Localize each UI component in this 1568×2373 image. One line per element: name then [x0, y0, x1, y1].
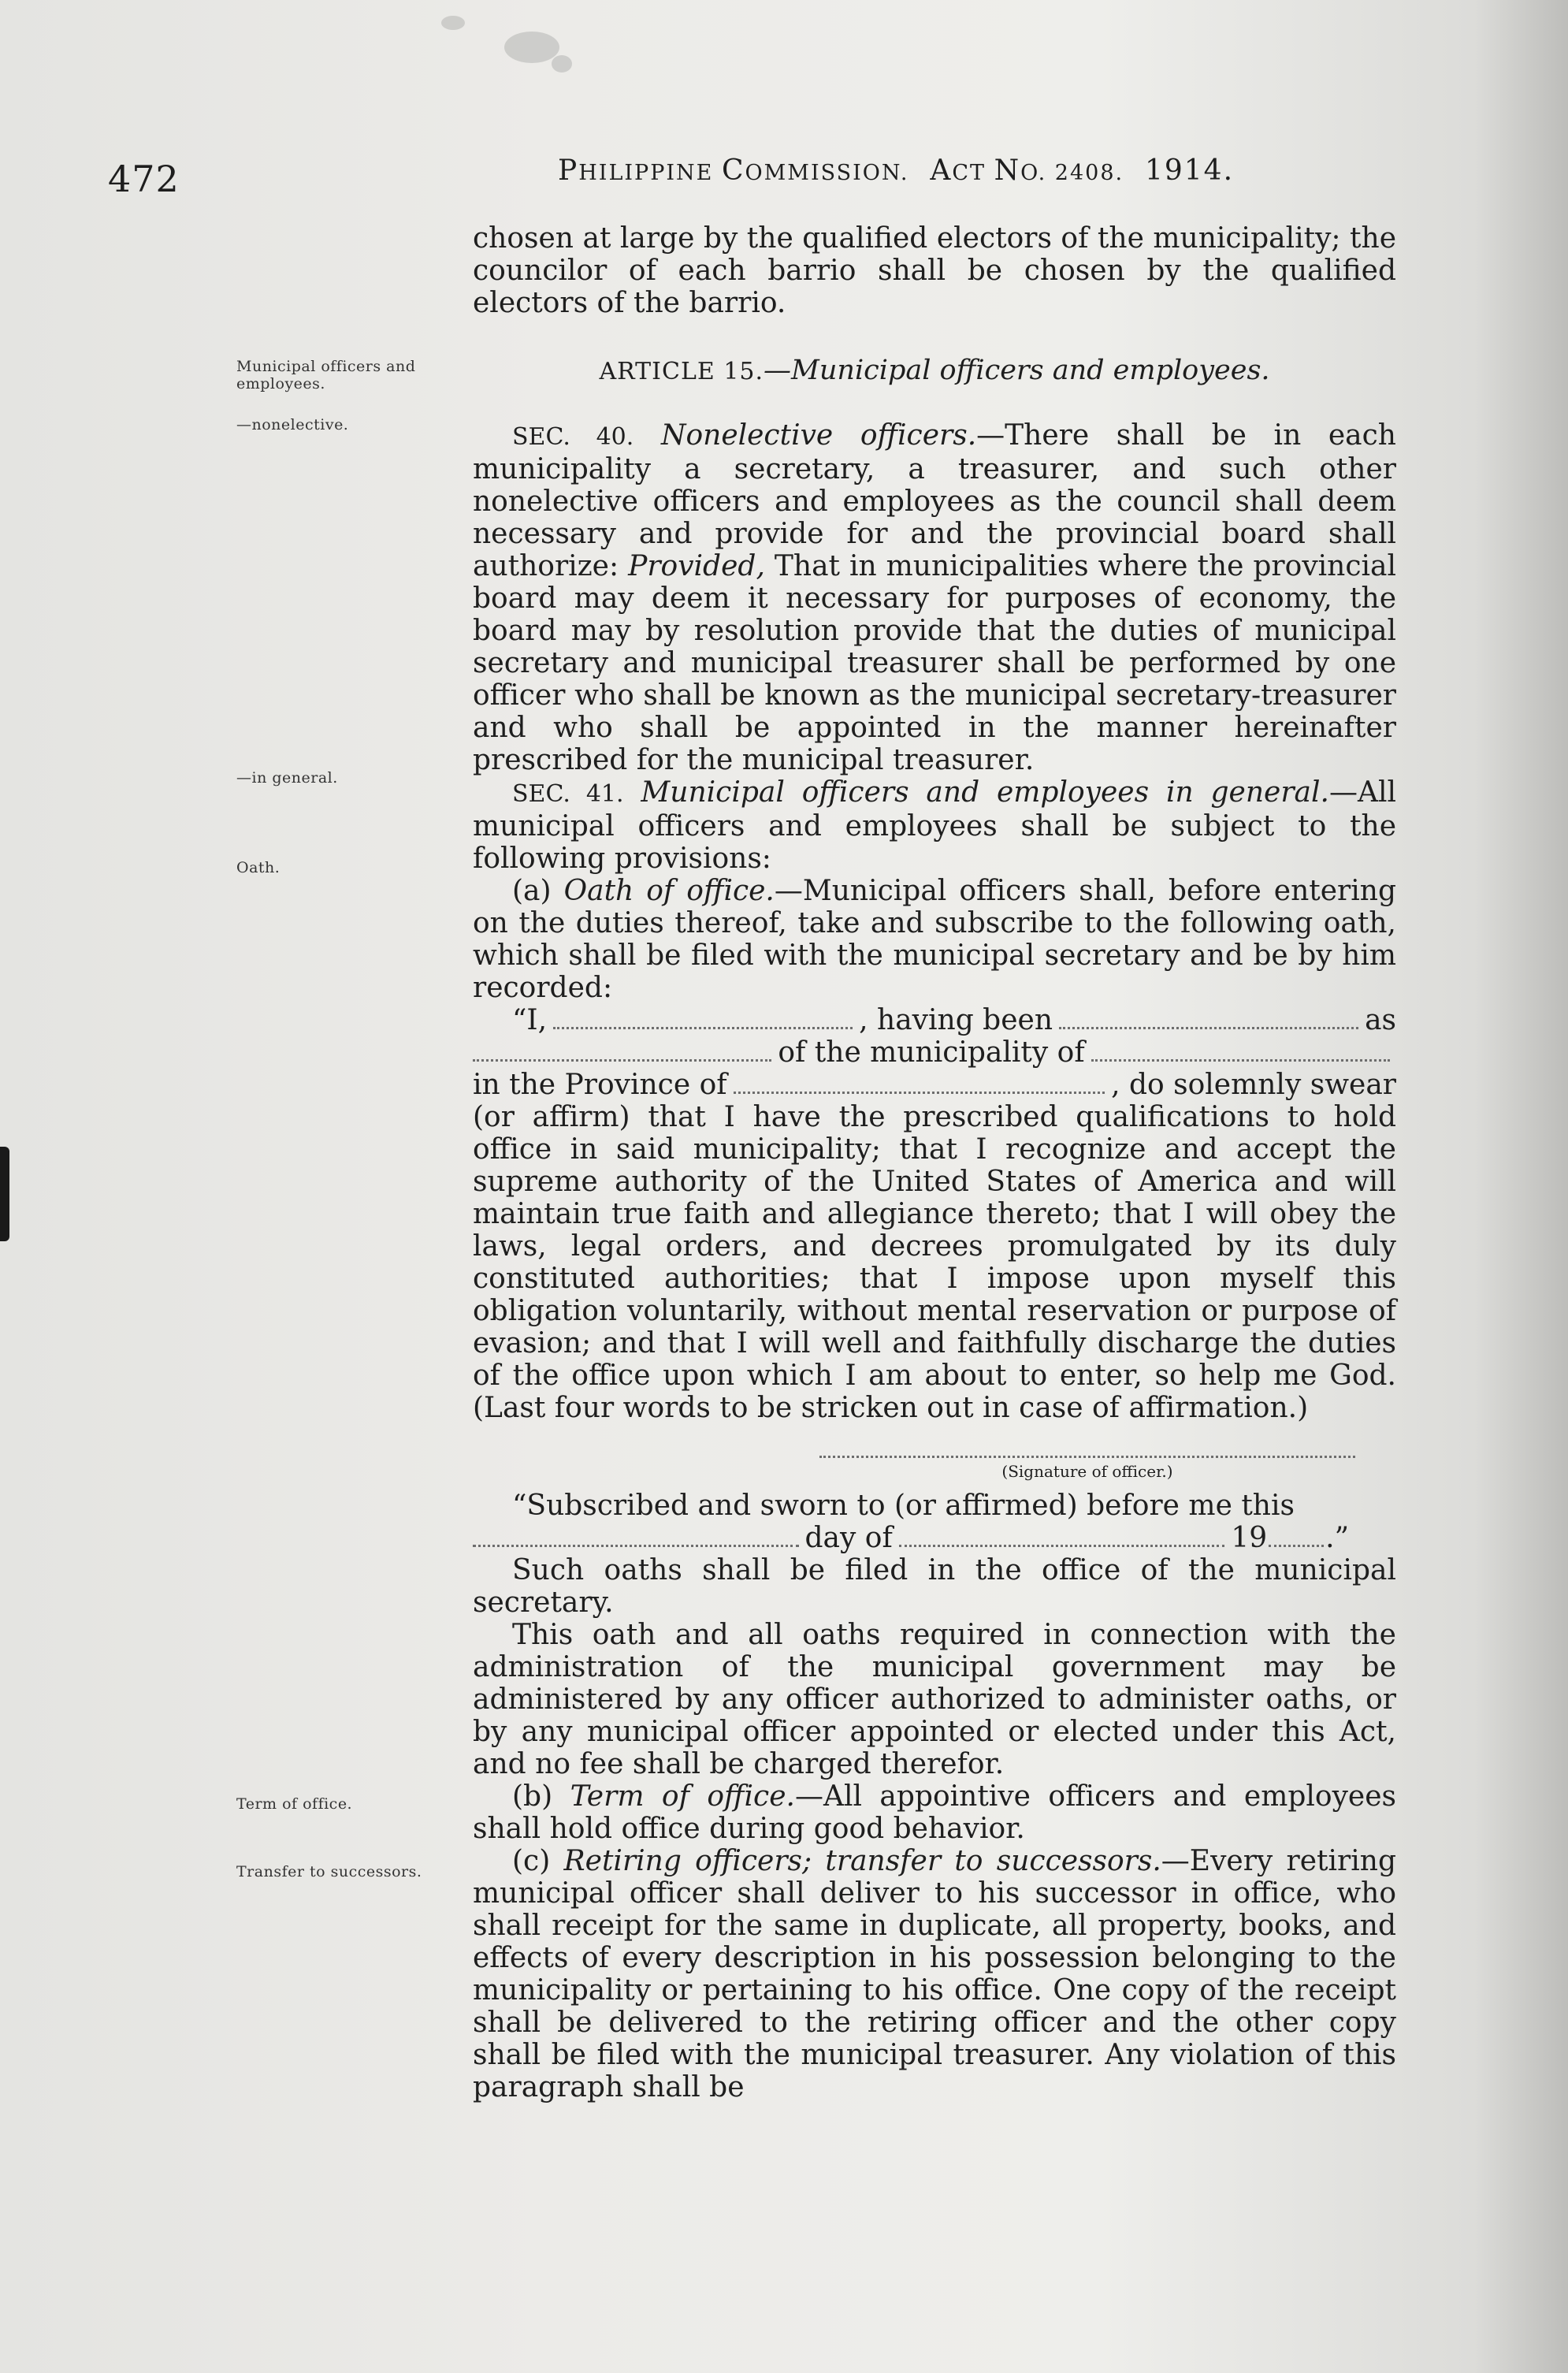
- clause-c: (c) Retiring officers; transfer to successors.—Every retiring municipal officer shall deliver to his successor in office, who shall receipt for the same in duplicate, all property, books, and effects of every description in his possession belonging to the municipality or pertaining to his office. One copy of the receipt shall be delivered to the retiring officer and the other copy shall be filed with the municipal treasurer. Any violation of this paragraph shall be: [473, 1845, 1396, 2103]
- scan-smudge: [504, 32, 559, 63]
- subscribed-line: “Subscribed and sworn to (or affirmed) before me this: [512, 1490, 1295, 1522]
- margin-note-nonelective: —nonelective.: [236, 416, 349, 433]
- oath-body: (or affirm) that I have the prescribed qualifications to hold office in said municipality; that I recognize and accept the supreme authority of the United States of America and will maintain true faith and allegiance thereto; that I will obey the laws, legal orders, and decrees promulgated by its duly constituted authorities; that I impose upon myself this obligation voluntarily, without mental reservation or purpose of evasion; and that I will well and faithfully discharge the duties of the office upon which I am about to enter, so help me God. (Last four words to be stricken out in case of affirmation.): [473, 1101, 1396, 1424]
- administration-paragraph: This oath and all oaths required in connection with the administration of the municipal government may be administered by any officer authorized to administer oaths, or by any municipal officer appointed or elected under this Act, and no fee shall be charged therefor.: [473, 1619, 1396, 1780]
- intro-paragraph: chosen at large by the qualified electors of the municipality; the councilor of each barrio shall be chosen by the qualified electors of the barrio.: [473, 222, 1396, 319]
- margin-note-general: —in general.: [236, 769, 338, 787]
- running-head: PHILIPPINE COMMISSION. ACT NO. 2408. 1914.: [558, 154, 1235, 187]
- signature-caption: (Signature of officer.): [1001, 1462, 1173, 1481]
- page-number: 472: [108, 158, 180, 200]
- clause-b: (b) Term of office.—All appointive officers and employees shall hold office during good behavior.: [473, 1780, 1396, 1845]
- oath-line-1: “I, , having been as: [512, 1004, 1397, 1036]
- signature-block: [473, 1446, 1396, 1482]
- section-41: SEC. 41. Municipal officers and employees in general.—All municipal officers and employees shall be subject to the following provisions:: [473, 776, 1397, 875]
- margin-note-officers: Municipal officers and employees.: [236, 358, 416, 392]
- filed-paragraph: Such oaths shall be filed in the office of the municipal secretary.: [473, 1554, 1396, 1619]
- margin-note-term: Term of office.: [236, 1795, 353, 1813]
- article-heading: ARTICLE 15.—Municipal officers and employees.: [599, 355, 1270, 386]
- scan-smudge: [441, 16, 465, 30]
- body-text: [473, 222, 1396, 2103]
- margin-note-transfer: Transfer to successors.: [236, 1863, 422, 1880]
- oath-line-3: in the Province of , do solemnly swear: [473, 1069, 1396, 1101]
- margin-note-oath: Oath.: [236, 859, 281, 876]
- oath-line-2: of the municipality of: [473, 1036, 1396, 1069]
- section-40: SEC. 40. Nonelective officers.—There shall be in each municipality a secretary, a treasurer, and such other nonelective officers and employees as the council shall deem necessary and provide for and the provincial board shall authorize: Provided, That in municipalities where the provincial board may deem it necessary for purposes of economy, the board may by resolution provide that the duties of municipal secretary and municipal treasurer shall be performed by one officer who shall be known as the municipal secretary-treasurer and who shall be appointed in the manner hereinafter prescribed for the municipal treasurer.: [473, 419, 1397, 776]
- signature-line: [819, 1446, 1355, 1458]
- scan-edge-mark: [0, 1147, 9, 1241]
- scan-smudge: [552, 55, 572, 73]
- subscribed-date-line: day of 19 .”: [473, 1522, 1396, 1554]
- clause-a: (a) Oath of office.—Municipal officers shall, before entering on the duties thereof, take and subscribe to the following oath, which shall be filed with the municipal secretary and be by him recorded:: [473, 875, 1396, 1004]
